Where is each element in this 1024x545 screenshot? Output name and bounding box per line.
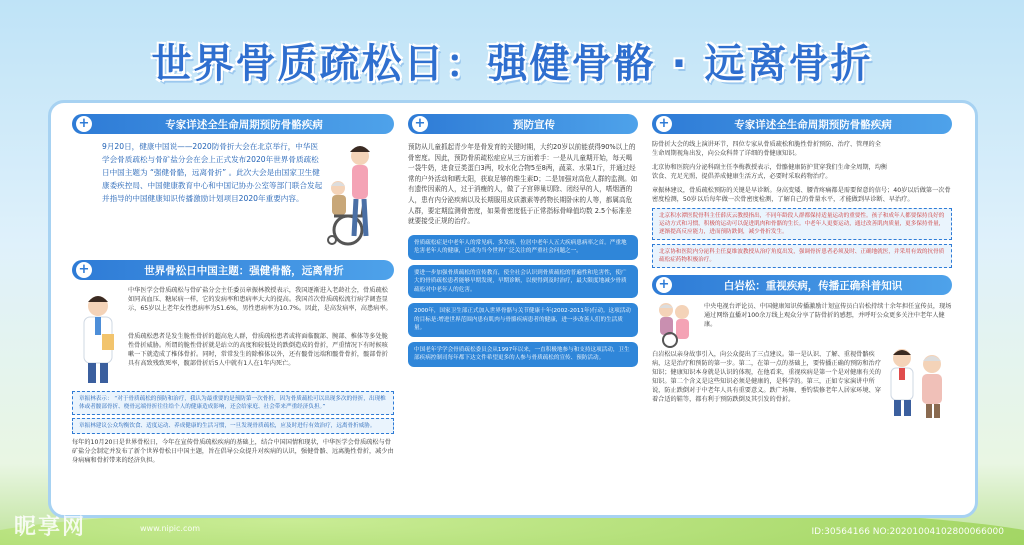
baiyansong-paragraph: 白岩松以亲身故事引入，向公众提出了三点建议。第一是认识、了解、重视骨骼疾病，这是治疗和预防的第一步。第二，在第一点的基础上，要传播正确的预防和治疗知识；健康知识本身就是认识的体现，在他看来，重视疾病是第一个是对健康有关的知识。第二个含义是这些知识必须是健康的，是科学的。第三，正如专家演讲中所说，防止跌倒对于中老年人具有重要意义。跌广场舞、垂钓装修老年人居家环境、穿着合适的鞋等，都有利于预防跌倒及其引发的骨折。 [652, 351, 881, 403]
plus-icon: + [76, 262, 92, 278]
doctor-and-elder-illustration [882, 344, 954, 420]
column-right [652, 114, 952, 420]
column-middle [408, 114, 638, 372]
section-header-label: 白岩松：重视疾病，传播正确科普知识 [723, 279, 903, 292]
watermark-logo: 昵享网 [14, 515, 87, 540]
info-box-2: 要进一步加强骨质疏松的宣传教育，使全社会认识到骨质疏松的普遍性和危害性，使广大的骨质疏松患者能够早期发现，早期诊断，以便得到及时治疗，最大限度地减少骨质疏松对中老年人的危害。 [408, 265, 638, 299]
quote-note: 章振林表示： “对于骨质疏松的预防和治疗，我认为最重要的是预防第一次骨折，因为骨质疏松可以出现多次的骨折，出现椎体或者髋部骨折、桡骨远端骨折往往给个人的健康造成影响，还会给家庭、社会带来严重经济负担。” [72, 391, 394, 415]
section-header-prevention [408, 114, 638, 134]
section-header-baiyansong [652, 275, 952, 295]
watermark-url: www.nipic.com [140, 524, 201, 533]
doctor-illustration [72, 290, 124, 386]
closing-paragraph: 每年的10月20日是世界骨松日，今年在宣传骨质疏松疾病的基础上，结合中国国情和现状，中华医学会骨质疏松与骨矿盐分会制定并发布了新个世界骨松日中国主题，旨在倡导公众提升对疾病的认识，强健骨骼、远离脆性骨折，减少由身病痛和骨折带来的经济负担。 [72, 439, 394, 464]
image-id-label: ID:30564166 NO:20201004102800066000 [811, 527, 1004, 537]
section-header-label: 专家详述全生命周期预防骨骼疾病 [734, 118, 892, 131]
prevention-paragraph: 预防从儿童抓起青少年是骨发育的关键时期，大约20岁以前能获得90%以上的骨密度。因此，预防骨质疏松症应从三方面着手：一是从儿童期开始，每天喝一袋牛奶，进食豆类蛋白3两，咬水化合物5至8两，蔬菜、水果1斤，并通过经常的户外活动和晒太阳，获取足够的维生素D；二是加强对高危人群的监测。如有遗传因素的人，过于消瘦的人，做了子宫卵巢切除、闭经早的人，嗜烟酒的人，患有内分泌疾病以及长期服用皮质激素等药物长期卧床的人等，都属高危人群，要定期监测骨密度，如果骨密度低于正常指标骨峰值均数 2.5个标准差就要接受正规的治疗。 [408, 143, 638, 226]
intro-paragraph: 9月20日，健康中国说——2020防骨折大会在北京举行，中华医学会骨质疏松与骨矿盐分会在会上正式发布2020年世界骨质疏松日中国主题为 “强健骨骼，远离骨折” 。此次大会是由国家卫生健康委疾控局、中国健康教育中心和中国记协办公室等部门联合发起并指导的中国健康知识传播激励计划项目2020年重要内容。 [102, 142, 323, 203]
section-header-expert [72, 114, 394, 134]
plus-icon: + [656, 116, 672, 132]
wheelchair-illustration [320, 140, 392, 252]
expert-paragraph-2: 北京协和医院内分泌科副主任李梅教授表示，骨骼健康防护贯穿我们生命全周期，均衡饮食、充足光照，提倡养成健康生活方式，必要时采取药物治疗。 [652, 164, 888, 180]
info-box-1: 骨质疏松症是中老年人的常见病、多发病，位居中老年人五大疾病患病率之首。严重地危害老年人的健康，已成为当今世界广泛关注的严重社会问题之一。 [408, 235, 638, 260]
section-header-label: 世界骨松日中国主题：强健骨骼，远离骨折 [144, 264, 344, 277]
advice-note: 章振林建议公众均衡饮食、适度运动、养成健康的生活习惯，一旦发现骨质疏松，应及时进行有效治疗，远离骨折威胁。 [72, 418, 394, 434]
plus-icon: + [76, 116, 92, 132]
treatment-note: 北京协和医院内分泌科主任夏维波教授从治疗角度出发，强调骨折患者必须及时、正确地就医，并采用有效的抗骨质疏松症药物积极治疗。 [652, 244, 952, 268]
info-box-3: 2000年，国家卫生部正式加入世界骨骼与关节健康十年(2002-2011年)行动。这项活动的目标是:增进世界范围内患有肌肉与骨骼疾病患者的健康，进一步改善人们的生活质量。 [408, 303, 638, 337]
column-left [72, 114, 394, 465]
plus-icon: + [412, 116, 428, 132]
theme-paragraph-2: 骨质疏松患者是发生脆性骨折的超高危人群，骨质疏松患者或将面临髋部、腕部、椎体等多处脆性骨折威胁。所谓的脆性骨折就是站立的高度和较低处的跌倒造成的骨折，严重情况下有时候咳嗽一下就造成了椎体骨折。同时，常常发生的除椎体以外，还有髋骨远端和髋骨骨折，髋部骨折具有高致残致死率，髋部骨折后5人中就有1人在1年内死亡。 [128, 333, 388, 367]
elderly-wheelchair-illustration [652, 300, 702, 348]
section-header-expert-2 [652, 114, 952, 134]
section-header-label: 预防宣传 [513, 118, 555, 131]
section-header-label: 专家详述全生命周期预防骨骼疾病 [165, 118, 323, 131]
theme-paragraph-1: 中华医学会骨质疏松与骨矿盐分会主任委员章振林教授表示，我国逐渐进入老龄社会，骨质疏松如同高血压、糖尿病一样，它的发病率和患病率大大的提高。我国首次骨质疏松流行病学调查显示，65岁以上老年女性患病率为51.6%，男性患病率为10.7%。因此，是高发病率，高患病率。 [128, 287, 392, 312]
expert-paragraph-1: 防骨折大会的线上演讲环节，四位专家从骨质疏松和脆性骨折预防、治疗、管理的全生命周期视角出发，向公众科普了详细的骨健康知识。 [652, 141, 881, 157]
baiyansong-intro: 中央电视台评论员、中国健康知识传播激励计划宣传员白岩松持续十余年担任宣传员，现场通过网络直播对100余万线上观众分享了防骨折的感想，并呼吁公众更多关注中老年人健康。 [704, 303, 952, 328]
expert-paragraph-3: 章振林建议，骨质疏松预防的关键是早诊断。身高变矮、腰背疼痛都是需要留意的信号；40岁以后做第一次骨密度检测，50岁以后每年做一次骨密度检测，了解自己的骨量水平，才能做到早诊断、早治疗。 [652, 187, 951, 203]
info-box-4: 中国老年学学会骨质疏松委员会从1997年以来，一直积极地参与和支持这项活动，卫生部疾病控制司每年都下达文件希望更多的人参与骨质疏松的宣传、预防活动。 [408, 342, 638, 367]
section-header-theme [72, 260, 394, 280]
page-title: 世界骨质疏松日：强健骨骼 · 远离骨折 [151, 41, 873, 87]
exercise-note: 北京积水潭医院骨科主任薛庆云教授指出，不同年龄段人群都保持适量运动的重要性。孩子和成年人都要保持良好的运动方式和习惯，积极的运动可以促进肌肉和骨骼的生长。中老年人更要运动，通过改善肌肉质量，更多保持骨量，逐渐提高反应能力，进而预防跌倒，减少骨折发生。 [652, 208, 952, 240]
plus-icon: + [656, 277, 672, 293]
